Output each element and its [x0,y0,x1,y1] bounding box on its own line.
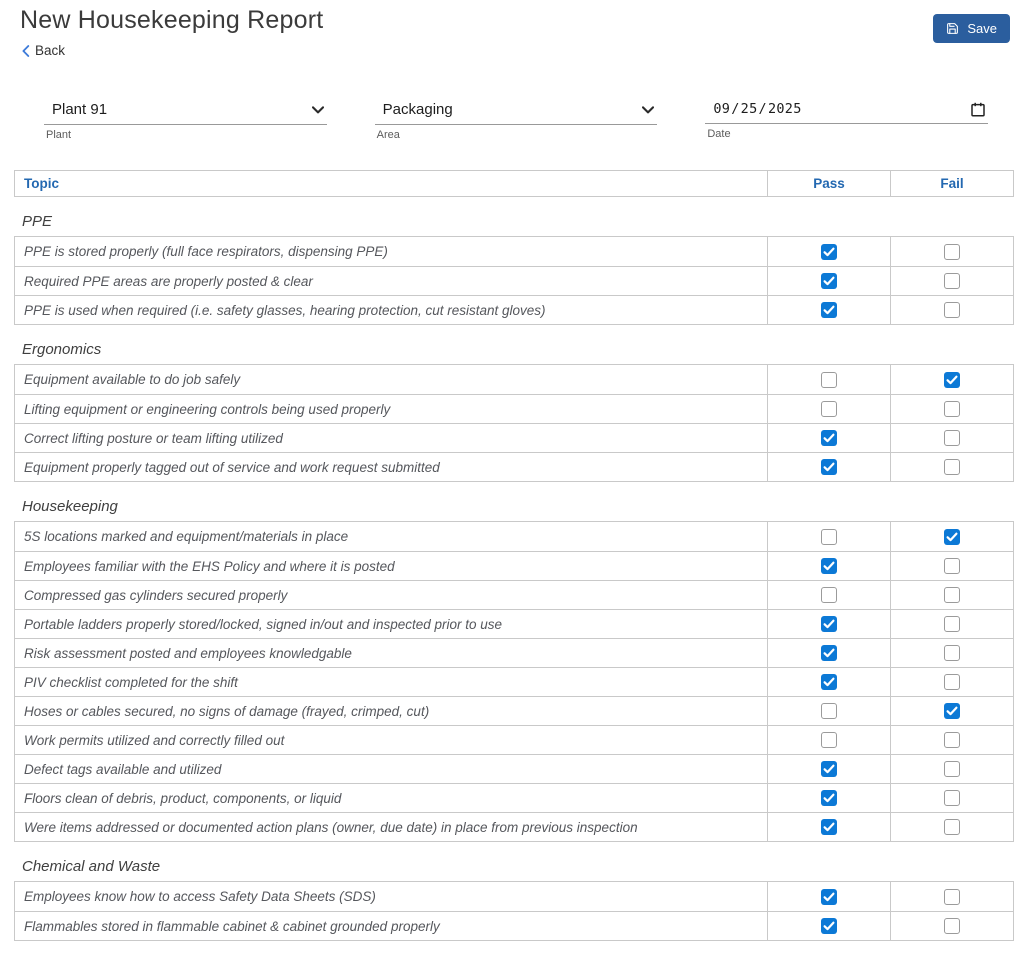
fail-checkbox[interactable] [944,302,960,318]
topic-cell: Hoses or cables secured, no signs of damage (frayed, crimped, cut) [24,703,430,719]
pass-cell [767,668,890,696]
topic-cell: 5S locations marked and equipment/materials in place [24,529,349,544]
pass-cell [767,424,890,452]
topic-cell: Work permits utilized and correctly filled out [24,732,285,748]
checkmark-icon [823,921,835,931]
pass-checkbox[interactable] [821,558,837,574]
pass-checkbox[interactable] [821,732,837,748]
fail-checkbox[interactable] [944,529,960,545]
pass-cell [767,813,890,841]
plant-select-value: Plant 91 [52,101,108,118]
fail-checkbox[interactable] [944,459,960,475]
topic-cell: PIV checklist completed for the shift [24,674,238,690]
save-floppy-icon [946,22,959,35]
pass-checkbox[interactable] [821,273,837,289]
fail-cell [890,267,1013,295]
pass-checkbox[interactable] [821,790,837,806]
pass-checkbox[interactable] [821,372,837,388]
pass-checkbox[interactable] [821,761,837,777]
fail-cell [890,453,1013,481]
table-row [15,609,1013,638]
checkmark-icon [823,677,835,687]
area-field [375,101,658,141]
checkmark-icon [823,305,835,315]
pass-checkbox[interactable] [821,918,837,934]
plant-field [44,101,327,141]
fail-checkbox[interactable] [944,244,960,260]
pass-checkbox[interactable] [821,889,837,905]
topic-cell: Compressed gas cylinders secured properly [24,587,288,603]
fail-cell [890,424,1013,452]
fail-cell [890,639,1013,667]
fail-column-header: Fail [890,171,1013,196]
fail-cell [890,395,1013,423]
pass-cell [767,522,890,551]
fail-cell [890,912,1013,940]
pass-checkbox[interactable] [821,703,837,719]
topic-cell: Portable ladders properly stored/locked, signed in/out and inspected prior to use [24,616,503,632]
pass-cell [767,726,890,754]
pass-cell [767,610,890,638]
pass-cell [767,365,890,394]
pass-cell [767,755,890,783]
pass-cell [767,267,890,295]
pass-cell [767,639,890,667]
fail-cell [890,296,1013,324]
fail-cell [890,237,1013,266]
section-table [14,521,1014,842]
topic-column-header: Topic [24,176,59,191]
checklist-table-header [14,170,1014,197]
table-row [15,551,1013,580]
table-row [15,295,1013,324]
checkmark-icon [823,764,835,774]
pass-checkbox[interactable] [821,529,837,545]
topic-cell: Equipment properly tagged out of service and work request submitted [24,459,440,475]
table-row [15,696,1013,725]
pass-checkbox[interactable] [821,302,837,318]
topic-cell: Employees familiar with the EHS Policy and where it is posted [24,558,395,574]
pass-checkbox[interactable] [821,645,837,661]
table-row [15,365,1013,394]
topic-cell: Correct lifting posture or team lifting utilized [24,430,283,446]
fail-checkbox[interactable] [944,401,960,417]
checkmark-icon [946,706,958,716]
fail-cell [890,668,1013,696]
checkmark-icon [823,793,835,803]
fail-cell [890,610,1013,638]
section-table [14,881,1014,941]
table-row [15,725,1013,754]
fail-checkbox[interactable] [944,616,960,632]
table-row [15,580,1013,609]
checklist-sections [0,213,1032,941]
fail-checkbox[interactable] [944,558,960,574]
chevron-down-icon [642,106,654,114]
pass-cell [767,581,890,609]
pass-checkbox[interactable] [821,459,837,475]
date-field-label: Date [707,128,731,140]
topic-cell: PPE is used when required (i.e. safety glasses, hearing protection, cut resistant gloves) [24,302,546,318]
section-table [14,364,1014,482]
fail-cell [890,697,1013,725]
plant-select[interactable] [44,101,327,125]
pass-cell [767,453,890,481]
fail-checkbox[interactable] [944,273,960,289]
table-row [15,266,1013,295]
save-button[interactable] [933,14,1010,43]
table-row [15,638,1013,667]
pass-cell [767,784,890,812]
pass-checkbox[interactable] [821,430,837,446]
table-row [15,237,1013,266]
checkmark-icon [823,433,835,443]
topic-cell: Equipment available to do job safely [24,372,241,387]
fail-checkbox[interactable] [944,645,960,661]
pass-cell [767,395,890,423]
area-select[interactable] [375,101,658,125]
table-row [15,911,1013,940]
table-row [15,812,1013,841]
calendar-icon[interactable] [971,102,985,117]
pass-cell [767,912,890,940]
fail-cell [890,882,1013,911]
pass-cell [767,296,890,324]
pass-column-header: Pass [767,171,890,196]
section-table [14,236,1014,325]
fail-cell [890,365,1013,394]
topic-cell: Lifting equipment or engineering controls being used properly [24,401,391,417]
pass-checkbox[interactable] [821,616,837,632]
table-row [15,882,1013,911]
pass-checkbox[interactable] [821,587,837,603]
fail-cell [890,581,1013,609]
chevron-down-icon [312,106,324,114]
fail-checkbox[interactable] [944,819,960,835]
fail-checkbox[interactable] [944,430,960,446]
fail-checkbox[interactable] [944,761,960,777]
fail-cell [890,522,1013,551]
pass-cell [767,697,890,725]
table-row [15,754,1013,783]
pass-cell [767,882,890,911]
fail-cell [890,726,1013,754]
topic-cell: Defect tags available and utilized [24,761,222,777]
pass-checkbox[interactable] [821,244,837,260]
pass-cell [767,237,890,266]
table-row [15,423,1013,452]
fail-cell [890,755,1013,783]
section-heading: Chemical and Waste [22,858,161,875]
save-label: Save [967,21,997,36]
topic-cell: Risk assessment posted and employees knowledgable [24,645,352,661]
date-field [705,101,988,141]
section-heading: Housekeeping [22,498,118,515]
checkmark-icon [823,561,835,571]
checkmark-icon [823,276,835,286]
back-label: Back [35,43,66,58]
report-fields [44,101,988,141]
page-title: New Housekeeping Report [20,6,324,34]
checkmark-icon [823,619,835,629]
checkmark-icon [823,462,835,472]
checkmark-icon [823,892,835,902]
section-heading: PPE [22,213,53,230]
area-select-value: Packaging [382,101,453,118]
fail-checkbox[interactable] [944,790,960,806]
fail-checkbox[interactable] [944,918,960,934]
topic-cell: Were items addressed or documented action plans (owner, due date) in place from previous inspection [24,819,638,835]
page-header [0,0,1032,62]
fail-cell [890,784,1013,812]
section-heading: Ergonomics [22,341,102,358]
pass-checkbox[interactable] [821,401,837,417]
chevron-left-icon [22,45,30,57]
topic-cell: Flammables stored in flammable cabinet & cabinet grounded properly [24,918,440,934]
checkmark-icon [823,247,835,257]
checkmark-icon [823,822,835,832]
fail-checkbox[interactable] [944,372,960,388]
fail-checkbox[interactable] [944,889,960,905]
pass-cell [767,552,890,580]
topic-cell: Floors clean of debris, product, components, or liquid [24,790,342,806]
fail-checkbox[interactable] [944,732,960,748]
table-row [15,394,1013,423]
date-input-value: 09/25/2025 [713,101,802,117]
checkmark-icon [946,532,958,542]
fail-cell [890,813,1013,841]
area-field-label: Area [376,129,400,141]
fail-cell [890,552,1013,580]
fail-checkbox[interactable] [944,674,960,690]
table-row [15,522,1013,551]
fail-checkbox[interactable] [944,587,960,603]
table-row [15,452,1013,481]
checkmark-icon [946,375,958,385]
checkmark-icon [823,648,835,658]
topic-cell: Employees know how to access Safety Data Sheets (SDS) [24,889,376,904]
table-row [15,783,1013,812]
topic-cell: PPE is stored properly (full face respirators, dispensing PPE) [24,244,388,259]
table-row [15,667,1013,696]
pass-checkbox[interactable] [821,674,837,690]
topic-cell: Required PPE areas are properly posted & clear [24,273,313,289]
back-button[interactable] [22,43,65,58]
fail-checkbox[interactable] [944,703,960,719]
pass-checkbox[interactable] [821,819,837,835]
plant-field-label: Plant [46,129,72,141]
date-input[interactable] [705,101,988,124]
